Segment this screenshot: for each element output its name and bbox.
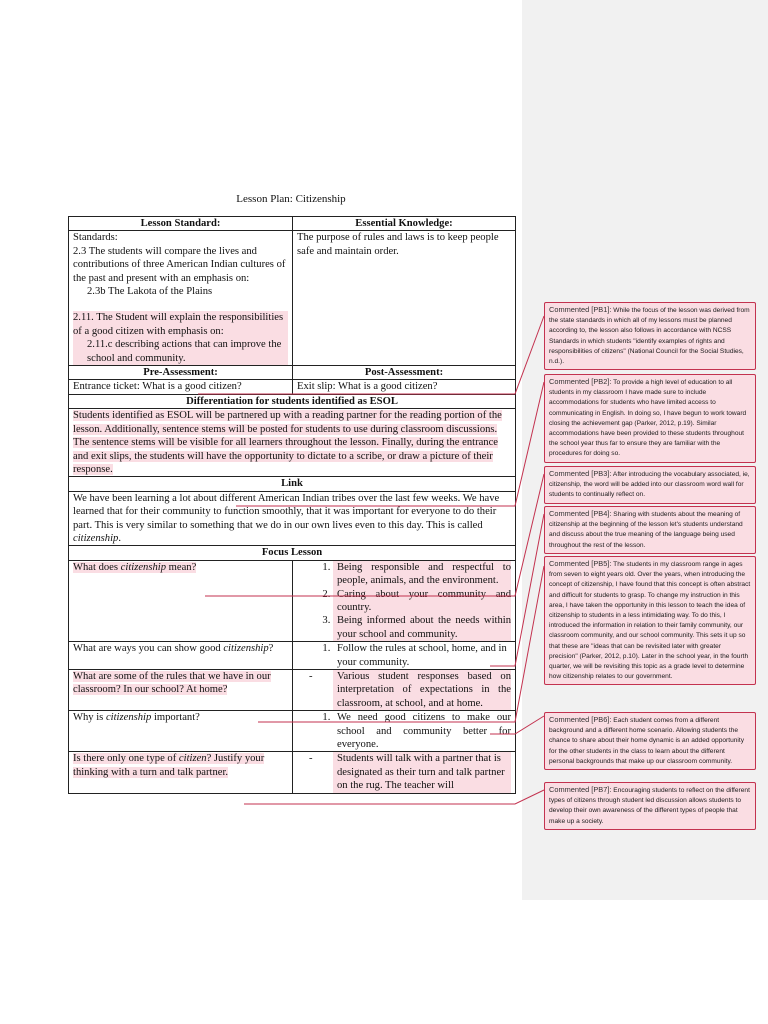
answer-3	[293, 670, 516, 711]
differentiation-text[interactable]: Students identified as ESOL will be partnered up with a reading partner for the reading portion of the lesson. Additionally, sentence stems will be posted for students to use during classroom discussions. The sentence stems will be visible for all learners throughout the lesson. Finally, during the entrance and exit slips, the students will have the opportunity to dictate to a scribe, or draw a picture of their response.	[73, 410, 502, 475]
pre-assessment-cell: Entrance ticket: What is a good citizen?	[69, 380, 293, 394]
comment-pb5[interactable]: Commented [PB5]: The students in my classroom range in ages from seven to eight years old. Over the years, when introducing the concept of citizenship, I have found that this concept is often abstract and difficult for students to grasp. To change my instruction in this area, I have taken the opportunity in this lesson to teach the idea of citizenship to students in a less intimidating way. To do this, I introduced the information in relation to their family community, our classroom community, and our school community. This sets it up so that these are "ideas that can be revisited later with greater precision" (Parker, 2012, p.10). Later in the school year, in the fourth quarter, we will be revisiting this topic as a grade level to determine how citizenship relates to our government.	[544, 556, 756, 685]
answer-1-item[interactable]: 3. Being informed about the needs within your school and community.	[333, 614, 511, 641]
standard-2-3b: 2.3b The Lakota of the Plains	[87, 286, 213, 298]
answer-1	[293, 560, 516, 641]
post-assessment-cell: Exit slip: What is a good citizen?	[293, 380, 516, 394]
essential-knowledge-cell: The purpose of rules and laws is to keep people safe and maintain order.	[293, 231, 516, 366]
pre-assessment-header: Pre-Assessment:	[69, 366, 293, 380]
comment-pb4[interactable]: Commented [PB4]: Sharing with students about the meaning of citizenship at the beginning of the lesson let's students understand and discuss about the true meaning of the language being used throughout the rest of the lesson.	[544, 506, 756, 554]
comment-pb3[interactable]: Commented [PB3]: After introducing the vocabulary associated, ie, citizenship, the word will be added into our classroom word wall for students to continually reflect on.	[544, 466, 756, 504]
lesson-plan-table	[68, 216, 516, 794]
standard-2-3: 2.3 The students will compare the lives and contributions of three American Indian cultures of the past and present with an emphasis on:	[73, 245, 286, 284]
standards-label: Standards:	[73, 232, 118, 244]
answer-1-item[interactable]: 1. Being responsible and respectful to people, animals, and the environment.	[333, 561, 511, 588]
link-cell: We have been learning a lot about different American Indian tribes over the last few weeks. We have learned that for their community to function smoothly, that it was important for everyone to do their part. This is very similar to something that we do in our own lives even to this day. This is called citizenship.	[69, 491, 516, 546]
question-4: Why is citizenship important?	[69, 711, 293, 752]
standard-2-11c[interactable]: 2.11.c describing actions that can improve the school and community.	[73, 338, 288, 365]
standard-2-11[interactable]: 2.11. The Student will explain the responsibilities of a good citizen with emphasis on:	[73, 311, 288, 338]
question-5: Is there only one type of citizen? Justify your thinking with a turn and talk partner.	[69, 752, 293, 793]
standards-cell	[69, 231, 293, 366]
answer-5	[293, 752, 516, 793]
page-title: Lesson Plan: Citizenship	[236, 193, 346, 205]
answer-4	[293, 711, 516, 752]
essential-knowledge-header: Essential Knowledge:	[293, 217, 516, 231]
answer-4-item: 1. We need good citizens to make our school and community better for everyone.	[333, 711, 511, 751]
answer-5-item[interactable]: - Students will talk with a partner that is designated as their turn and talk partner on the rug. The teacher will	[333, 752, 511, 792]
link-text: We have been learning a lot about different American Indian tribes over the last few weeks. We have learned that for their community to function smoothly, that it was important for everyone to do their part. This is very similar to something that we do in our own lives even to this day. This is called	[73, 492, 500, 531]
link-italic-term: citizenship	[73, 532, 119, 544]
comment-pb6[interactable]: Commented [PB6]: Each student comes from a different background and a different home scenario. Allowing students the chance to share about their home dynamic is an added opportunity for the other students in the class to learn about the different personal backgrounds that make up our classroom community.	[544, 712, 756, 770]
question-2: What are ways you can show good citizenship?	[69, 642, 293, 670]
differentiation-cell	[69, 409, 516, 477]
question-1: What does citizenship mean?	[69, 560, 293, 641]
differentiation-header: Differentiation for students identified as ESOL	[69, 394, 516, 408]
focus-lesson-header: Focus Lesson	[69, 546, 516, 560]
comment-pb2[interactable]: Commented [PB2]: To provide a high level of education to all students in my classroom I have made sure to include accommodations for students who have limited access to communicating in English. In doing so, I have begun to work toward closing the achievement gap (Parker, 2012, p.19). Similar accommodations have been provided to these students throughout the school year thus far to ensure they are familiar with the procedures for doing so.	[544, 374, 756, 463]
answer-2-item: 1. Follow the rules at school, home, and in your community.	[333, 642, 511, 669]
answer-3-item[interactable]: - Various student responses based on interpretation of expectations in the classroom, at school, and at home.	[333, 670, 511, 710]
link-header: Link	[69, 477, 516, 491]
answer-2	[293, 642, 516, 670]
lesson-standard-header: Lesson Standard:	[69, 217, 293, 231]
answer-1-item[interactable]: 2. Caring about your community and country.	[333, 588, 511, 615]
comment-pb1[interactable]: Commented [PB1]: While the focus of the lesson was derived from the state standards in which all of my lessons must be planned according to, the lesson also follows in accordance with NCSS Standards in which students "identify examples of rights and responsibilities of citizens" (National Council for the Social Studies, n.d.).	[544, 302, 756, 370]
question-3: What are some of the rules that we have in our classroom? In our school? At home?	[69, 670, 293, 711]
post-assessment-header: Post-Assessment:	[293, 366, 516, 380]
comment-pb7[interactable]: Commented [PB7]: Encouraging students to reflect on the different types of citizens through student led discussion allows students to develop their own awareness of the different types of people that make up a society.	[544, 782, 756, 830]
